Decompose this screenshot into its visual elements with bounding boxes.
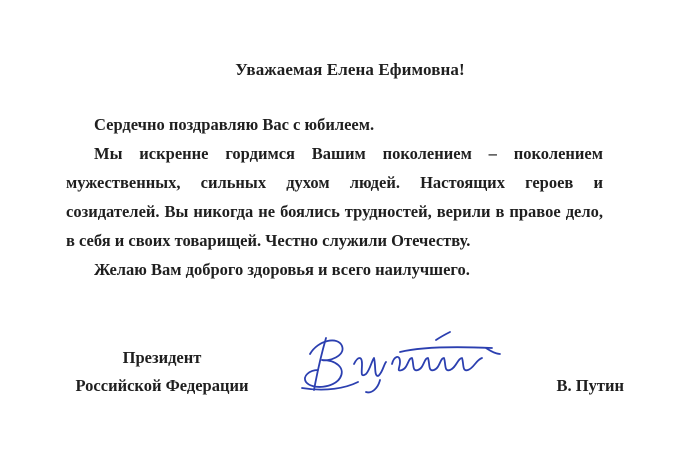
signatory-title-line-2: Российской Федерации	[75, 376, 249, 395]
paragraph-wishes: Желаю Вам доброго здоровья и всего наилучшего.	[94, 260, 470, 279]
handwritten-signature	[296, 318, 506, 398]
salutation: Уважаемая Елена Ефимовна!	[235, 60, 465, 79]
signatory-title	[62, 344, 262, 400]
signatory-title-line-1: Президент	[122, 348, 202, 367]
paragraph-pride: Мы искренне гордимся Вашим поколением – поколением мужественных, сильных духом людей. Настоящих героев и созидателей. Вы никогда не боялись трудностей, верили в правое дело, в себя и своих товарищей. Честно служили Отечеству.	[66, 144, 603, 250]
paragraph-congratulation: Сердечно поздравляю Вас с юбилеем.	[94, 115, 375, 134]
letter-body	[66, 110, 603, 284]
signatory-name: В. Путин	[556, 376, 624, 395]
